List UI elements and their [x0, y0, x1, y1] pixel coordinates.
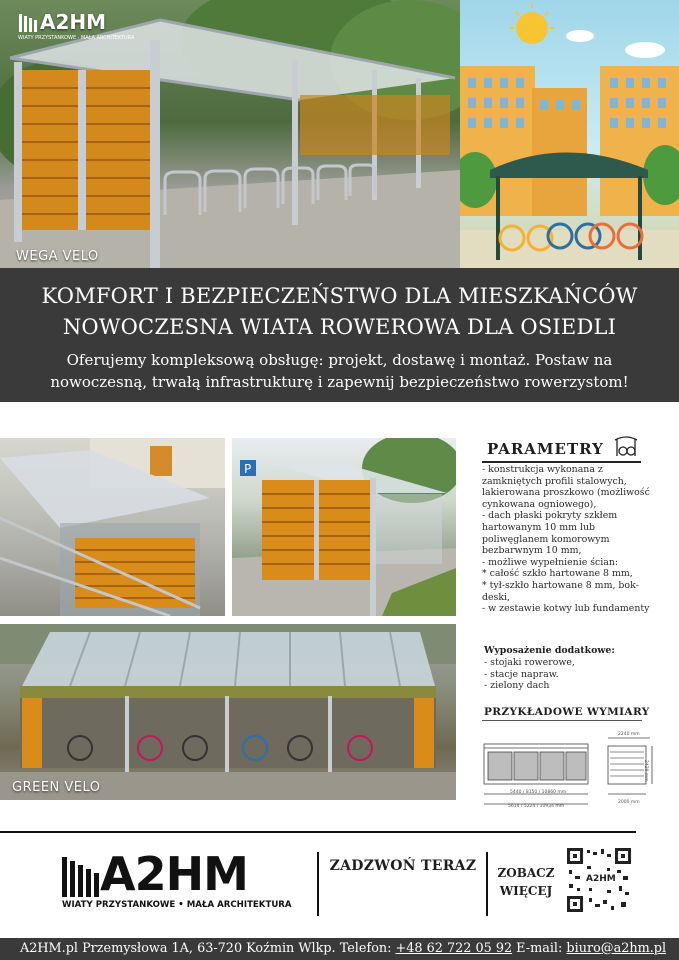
photo-glass-shelter-stairs — [0, 438, 225, 616]
footer-divider-vertical — [317, 852, 319, 916]
parameters-title: PARAMETRY — [487, 440, 604, 458]
footer-divider — [0, 831, 636, 833]
logo-stripes-icon — [60, 855, 100, 899]
extras-item: - zielony dach — [484, 680, 550, 692]
footer-logo-text: A2HM — [100, 847, 248, 901]
headline-line-1: KOMFORT I BEZPIECZEŃSTWO DLA MIESZKAŃCÓW — [41, 284, 638, 308]
qr-code[interactable] — [565, 846, 633, 914]
dimensions-divider — [482, 720, 642, 721]
parameter-item: - możliwe wypełnienie ścian: — [482, 556, 619, 568]
see-more-line-2: WIĘCEJ — [499, 884, 553, 898]
contact-phone-link[interactable]: +48 62 722 05 92 — [395, 941, 513, 956]
parameter-item: * tył-szkło hartowane 8 mm, bok- deski, — [482, 579, 639, 603]
footer-logo-tagline: WIATY PRZYSTANKOWE • MAŁA ARCHITEKTURA — [62, 900, 292, 910]
call-now-label[interactable]: ZADZWOŃ TERAZ — [329, 858, 477, 874]
logo-tagline: WIATY PRZYSTANKOWE · MAŁA ARCHITEKTURA — [18, 35, 135, 41]
headline-band — [0, 268, 679, 402]
dimensions-title: PRZYKŁADOWE WYMIARY — [484, 706, 650, 718]
headline-line-2: NOWOCZESNA WIATA ROWEROWA DLA OSIEDLI — [62, 315, 617, 339]
dimension-length-bottom: 5614 / 5224 / 10934 mm — [508, 804, 565, 809]
parameter-item: - dach płaski pokryty szkłem hartowanym 10 mm lub poliwęglanem komorowym bezbarwnym 10 mm, — [482, 510, 618, 557]
photo-green-velo — [0, 624, 456, 800]
see-more-line-1: ZOBACZ — [497, 866, 555, 880]
dimension-height: 2429 mm — [643, 760, 648, 782]
dimension-depth-top: 2240 mm — [618, 732, 640, 737]
extras-item: - stojaki rowerowe, — [484, 657, 575, 668]
photo-label-green-velo: GREEN VELO — [12, 780, 101, 795]
parameter-item: - w zestawie kotwy lub fundamenty — [482, 603, 650, 615]
green-roof-shelter-illustration — [0, 624, 456, 800]
logo-text: A2HM — [40, 10, 107, 34]
dimensions-drawing — [480, 730, 660, 810]
headline-subtitle: Oferujemy kompleksową obsługę: projekt, dostawę i montaż. Postaw na nowoczesną, trwałą infrastrukturę i zapewnij bezpieczeństwo rowerzystom! — [50, 351, 629, 391]
city-bike-shelter-illustration — [460, 0, 679, 268]
parking-shelter-illustration — [232, 438, 456, 616]
see-more-label[interactable] — [490, 864, 562, 900]
hero-illustration-city — [460, 0, 679, 268]
dimension-depth-bottom: 2000 mm — [618, 800, 640, 805]
svg-text:P: P — [244, 462, 252, 476]
footer-logo — [60, 847, 292, 911]
extras-title: Wyposażenie dodatkowe: — [484, 645, 615, 656]
technical-drawing — [480, 730, 660, 810]
bike-shelter-icon — [612, 434, 640, 458]
glass-shelter-illustration — [0, 438, 225, 616]
extras-item: - stacje napraw. — [484, 668, 559, 680]
parameters-divider — [482, 461, 641, 463]
footer-divider-vertical — [486, 852, 488, 916]
contact-address: A2HM.pl Przemysłowa 1A, 63-720 Koźmin Wlkp. Telefon: — [20, 941, 396, 956]
photo-shelter-parking — [232, 438, 456, 616]
contact-email-link[interactable]: biuro@a2hm.pl — [566, 941, 667, 956]
logo-stripes-icon — [18, 12, 40, 34]
extras-list — [484, 657, 654, 692]
qr-logo-text: A2HM — [586, 874, 616, 884]
brand-logo — [18, 10, 135, 42]
parameter-item: * całość szkło hartowane 8 mm, — [482, 568, 633, 580]
dimension-length-top: 5440 / 8150 / 10860 mm — [510, 790, 567, 795]
parameters-list — [482, 464, 652, 615]
contact-email-label: E-mail: — [512, 941, 567, 956]
hero-photo-wega-velo — [0, 0, 460, 268]
parameter-item: - konstrukcja wykonana z zamkniętych profili stalowych, lakierowana proszkowo (możliwość cynkowana ogniowego), — [482, 464, 650, 510]
photo-label-wega-velo: WEGA VELO — [16, 249, 99, 264]
contact-bar — [0, 938, 679, 960]
